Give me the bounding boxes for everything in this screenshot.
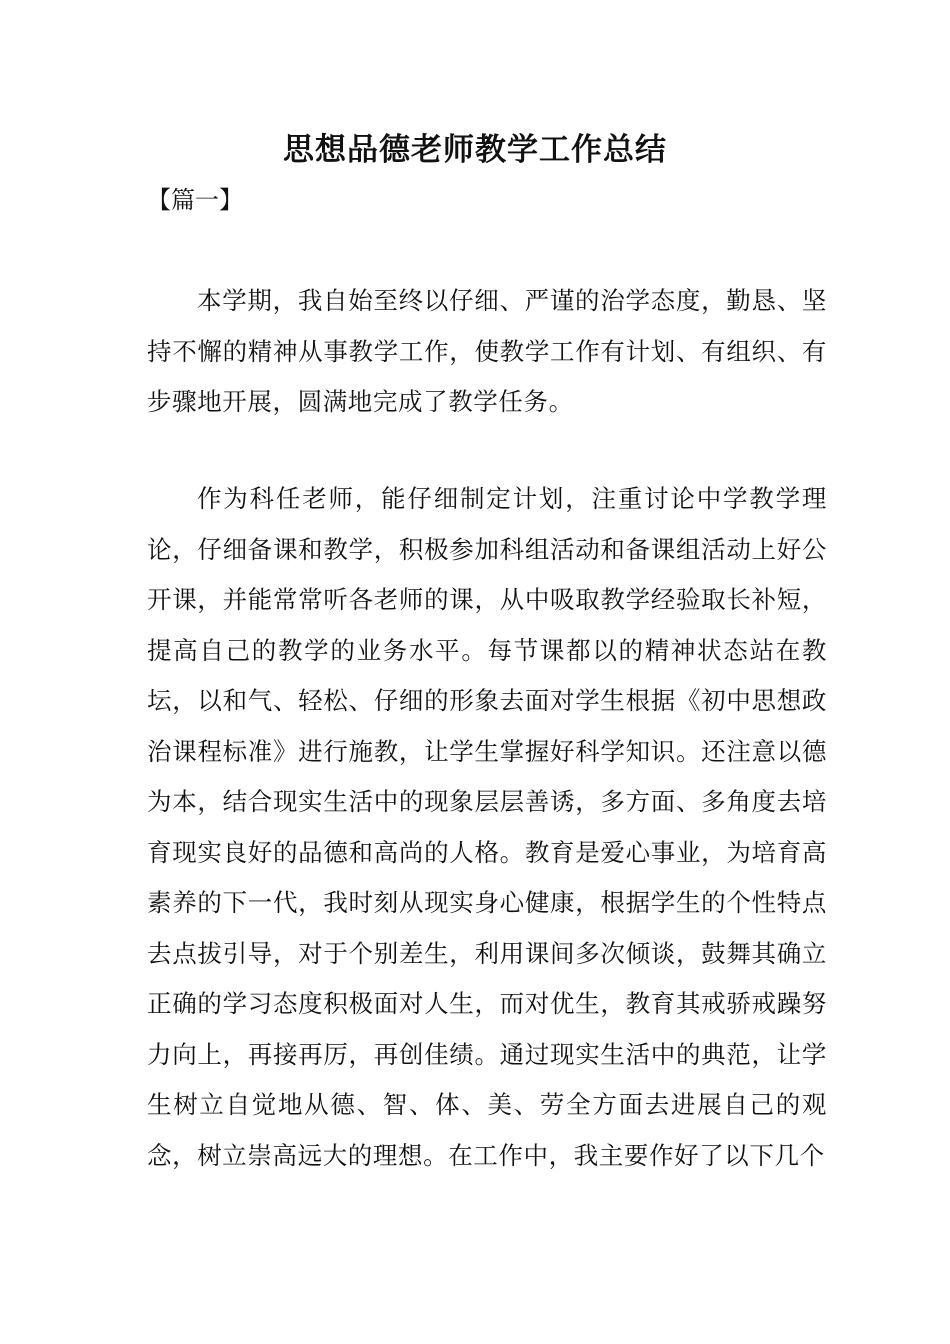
paragraph-2: 作为科任老师，能仔细制定计划，注重讨论中学教学理论，仔细备课和教学，积极参加科组活动和备课组活动上好公开课，并能常常听各老师的课，从中吸取教学经验取长补短，提高自己的教学的业务水平。每节课都以的精神状态站在教坛，以和气、轻松、仔细的形象去面对学生根据《初中思想政治课程标准》进行施教，让学生掌握好科学知识。还注意以德为本，结合现实生活中的现象层层善诱，多方面、多角度去培育现实良好的品德和高尚的人格。教育是爱心事业，为培育高素养的下一代，我时刻从现实身心健康，根据学生的个性特点去点拔引导，对于个别差生，利用课间多次倾谈，鼓舞其确立正确的学习态度积极面对人生，而对优生，教育其戒骄戒躁努力向上，再接再厉，再创佳绩。通过现实生活中的典范，让学生树立自觉地从德、智、体、美、劳全方面去进展自己的观念，树立崇高远大的理想。在工作中，我主要作好了以下几个 xyxy=(147,484,827,1170)
paragraph-1: 本学期，我自始至终以仔细、严谨的治学态度，勤恳、坚持不懈的精神从事教学工作，使教学工作有计划、有组织、有步骤地开展，圆满地完成了教学任务。 xyxy=(147,286,827,416)
document-title: 思想品德老师教学工作总结 xyxy=(283,132,667,168)
section-label: 【篇一】 xyxy=(147,186,243,214)
